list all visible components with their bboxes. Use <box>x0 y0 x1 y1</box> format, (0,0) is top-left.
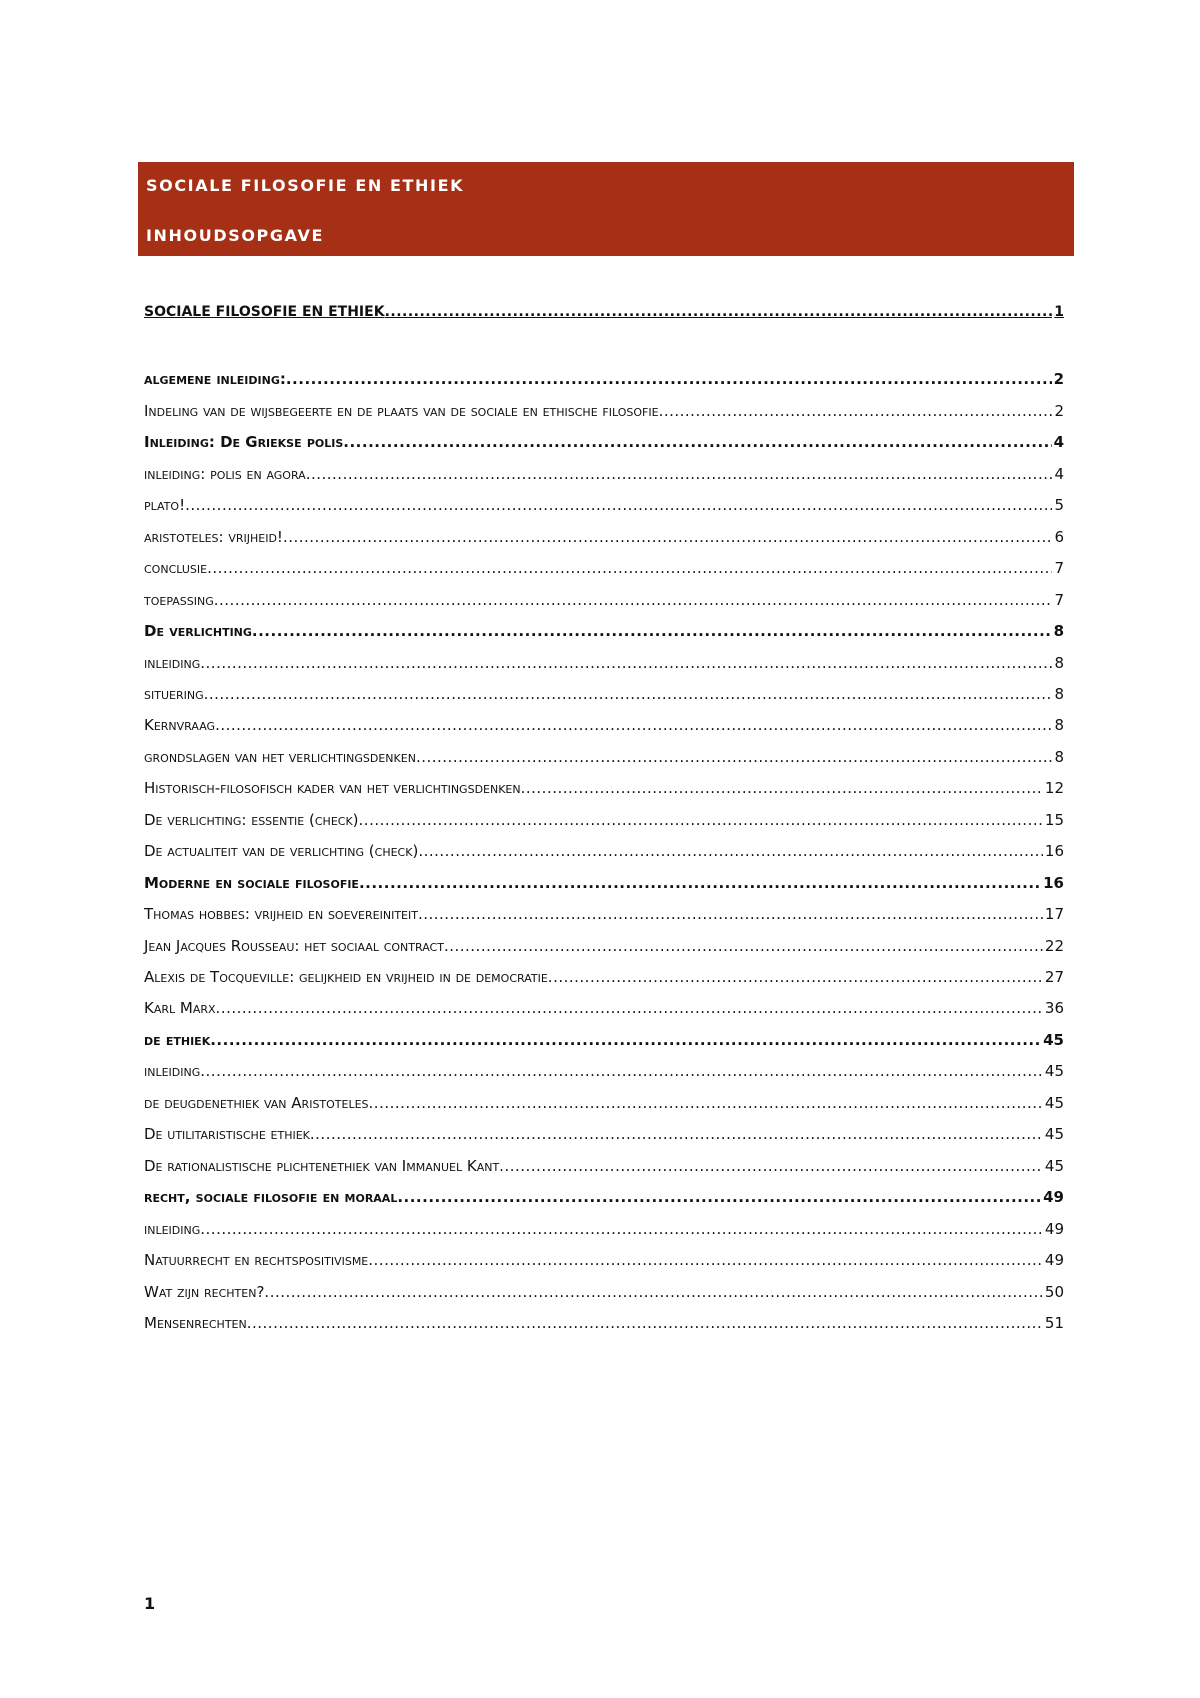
dot-leader <box>306 464 1053 484</box>
dot-leader <box>499 1156 1043 1176</box>
toc-entry-level3[interactable] <box>144 810 1064 830</box>
dot-leader <box>200 1061 1043 1081</box>
dot-leader <box>204 684 1053 704</box>
dot-leader <box>214 590 1053 610</box>
toc-entry-level3[interactable] <box>144 464 1064 484</box>
toc-entry-page: 12 <box>1044 779 1064 797</box>
toc-entry-text: Mensenrechten <box>144 1314 247 1332</box>
dot-leader <box>264 1282 1042 1302</box>
toc-entry-page: 27 <box>1044 968 1064 986</box>
toc-entry-text: algemene inleiding: <box>144 370 286 388</box>
toc-entry-level2[interactable] <box>144 873 1064 893</box>
toc-entry-page: 22 <box>1044 937 1064 955</box>
toc-entry-page: 4 <box>1054 465 1064 483</box>
toc-entry-page: 7 <box>1054 559 1064 577</box>
toc-entry-text: inleiding <box>144 654 201 672</box>
dot-leader <box>200 1219 1043 1239</box>
toc-entry-page: 8 <box>1054 685 1064 703</box>
toc-entry-level2[interactable] <box>144 1030 1064 1050</box>
toc-entry-level3[interactable] <box>144 1313 1064 1333</box>
toc-entry-text: recht, sociale filosofie en moraal <box>144 1188 398 1206</box>
toc-entry-page: 45 <box>1044 1125 1064 1143</box>
toc-entry-level2[interactable] <box>144 1187 1064 1207</box>
toc-entry-text: Wat zijn rechten? <box>144 1283 265 1301</box>
toc-entry-level3[interactable] <box>144 841 1064 861</box>
toc-entry-level3[interactable] <box>144 1156 1064 1176</box>
toc-entry-page: 50 <box>1044 1283 1064 1301</box>
dot-leader <box>283 527 1053 547</box>
toc-entry-page: 45 <box>1043 1031 1064 1049</box>
toc-entry-text: de ethiek <box>144 1031 211 1049</box>
toc-entry-text: Historisch-filosofisch kader van het verlichtingsdenken <box>144 779 521 797</box>
toc-entry-level3[interactable] <box>144 998 1064 1018</box>
dot-leader <box>418 904 1043 924</box>
toc-entry-level3[interactable] <box>144 1250 1064 1270</box>
toc-entry-level3[interactable] <box>144 936 1064 956</box>
toc-entry-level3[interactable] <box>144 1124 1064 1144</box>
dot-leader <box>416 747 1053 767</box>
toc-entry-level2[interactable] <box>144 369 1064 389</box>
dot-leader <box>548 967 1043 987</box>
toc-entry-text: Jean Jacques Rousseau: het sociaal contract <box>144 937 444 955</box>
toc-entry-level3[interactable] <box>144 527 1064 547</box>
page-number: 1 <box>144 1594 156 1613</box>
toc-entry-text: plato! <box>144 496 186 514</box>
toc-entry-page: 45 <box>1044 1062 1064 1080</box>
toc-entry-level3[interactable] <box>144 495 1064 515</box>
dot-leader <box>397 1187 1041 1207</box>
dot-leader <box>369 1093 1043 1113</box>
toc-entry-text: Indeling van de wijsbegeerte en de plaats van de sociale en ethische filosofie <box>144 402 659 420</box>
toc-entry-page: 17 <box>1044 905 1064 923</box>
toc-entry-page: 45 <box>1044 1094 1064 1112</box>
toc-entry-text: conclusie <box>144 559 208 577</box>
toc-entry-page: 5 <box>1054 496 1064 514</box>
toc-entry-text: toepassing <box>144 591 214 609</box>
toc-entry-page: 7 <box>1054 591 1064 609</box>
toc-entry-level3[interactable] <box>144 1219 1064 1239</box>
dot-leader <box>343 432 1051 452</box>
toc-entry-page: 2 <box>1054 402 1064 420</box>
dot-leader <box>207 558 1052 578</box>
toc-entry-page: 8 <box>1054 716 1064 734</box>
dot-leader <box>385 302 1053 322</box>
toc-entry-page: 49 <box>1044 1251 1064 1269</box>
toc-entry-level1[interactable] <box>144 302 1064 322</box>
dot-leader <box>444 936 1043 956</box>
toc-entry-text: grondslagen van het verlichtingsdenken <box>144 748 416 766</box>
toc-entry-page: 36 <box>1044 999 1064 1017</box>
toc-entry-level3[interactable] <box>144 401 1064 421</box>
toc-entry-page: 51 <box>1044 1314 1064 1332</box>
dot-leader <box>359 810 1043 830</box>
toc-entry-page: 4 <box>1053 433 1064 451</box>
toc-entry-page: 16 <box>1043 874 1064 892</box>
toc-entry-text: Natuurrecht en rechtspositivisme <box>144 1251 369 1269</box>
toc-entry-page: 2 <box>1053 370 1064 388</box>
dot-leader <box>252 621 1052 641</box>
toc-entry-text: inleiding <box>144 1062 201 1080</box>
dot-leader <box>359 873 1041 893</box>
toc-entry-level3[interactable] <box>144 778 1064 798</box>
toc-entry-page: 15 <box>1044 811 1064 829</box>
toc-entry-level3[interactable] <box>144 558 1064 578</box>
toc-entry-text: inleiding: polis en agora <box>144 465 306 483</box>
dot-leader <box>247 1313 1043 1333</box>
toc-entry-page: 1 <box>1054 304 1064 320</box>
toc-entry-text: Moderne en sociale filosofie <box>144 874 359 892</box>
toc-entry-level3[interactable] <box>144 747 1064 767</box>
toc-entry-page: 49 <box>1043 1188 1064 1206</box>
toc-heading: INHOUDSOPGAVE <box>146 226 325 245</box>
toc-entry-page: 8 <box>1054 654 1064 672</box>
toc-entry-level3[interactable] <box>144 1282 1064 1302</box>
dot-leader <box>210 1030 1041 1050</box>
toc-entry-text: De actualiteit van de verlichting (check) <box>144 842 419 860</box>
toc-entry-text: situering <box>144 685 204 703</box>
toc-entry-level3[interactable] <box>144 1093 1064 1113</box>
dot-leader <box>286 369 1052 389</box>
toc-entry-text: Karl Marx <box>144 999 216 1017</box>
toc-entry-text: SOCIALE FILOSOFIE EN ETHIEK <box>144 304 385 320</box>
title-banner <box>138 162 1074 256</box>
toc-entry-page: 49 <box>1044 1220 1064 1238</box>
toc-entry-text: Alexis de Tocqueville: gelijkheid en vrijheid in de democratie <box>144 968 548 986</box>
dot-leader <box>200 653 1052 673</box>
dot-leader <box>659 401 1053 421</box>
toc-entry-text: Inleiding: De Griekse polis <box>144 433 344 451</box>
toc-entry-text: Kernvraag <box>144 716 216 734</box>
dot-leader <box>521 778 1043 798</box>
dot-leader <box>368 1250 1043 1270</box>
dot-leader <box>216 998 1043 1018</box>
toc-entry-level3[interactable] <box>144 653 1064 673</box>
toc-entry-level3[interactable] <box>144 715 1064 735</box>
toc-entry-text: De verlichting: essentie (check) <box>144 811 359 829</box>
toc-entry-page: 45 <box>1044 1157 1064 1175</box>
toc-entry-level3[interactable] <box>144 967 1064 987</box>
toc-entry-level3[interactable] <box>144 590 1064 610</box>
toc-entry-text: aristoteles: vrijheid! <box>144 528 283 546</box>
dot-leader <box>310 1124 1043 1144</box>
toc-entry-level3[interactable] <box>144 904 1064 924</box>
toc-entry-text: De utilitaristische ethiek <box>144 1125 310 1143</box>
toc-entry-level3[interactable] <box>144 684 1064 704</box>
dot-leader <box>418 841 1043 861</box>
toc-entry-text: de deugdenethiek van Aristoteles <box>144 1094 369 1112</box>
toc-entry-level2[interactable] <box>144 621 1064 641</box>
document-title: SOCIALE FILOSOFIE EN ETHIEK <box>146 176 465 195</box>
toc-entry-text: inleiding <box>144 1220 201 1238</box>
toc-entry-page: 6 <box>1054 528 1064 546</box>
toc-entry-text: De rationalistische plichtenethiek van Immanuel Kant <box>144 1157 500 1175</box>
toc-entry-level2[interactable] <box>144 432 1064 452</box>
dot-leader <box>185 495 1052 515</box>
dot-leader <box>215 715 1052 735</box>
toc-entry-text: Thomas hobbes: vrijheid en soevereiniteit <box>144 905 418 923</box>
toc-entry-page: 8 <box>1054 748 1064 766</box>
toc-entry-page: 16 <box>1044 842 1064 860</box>
toc-entry-text: De verlichting <box>144 622 252 640</box>
toc-entry-level3[interactable] <box>144 1061 1064 1081</box>
toc-entry-page: 8 <box>1053 622 1064 640</box>
